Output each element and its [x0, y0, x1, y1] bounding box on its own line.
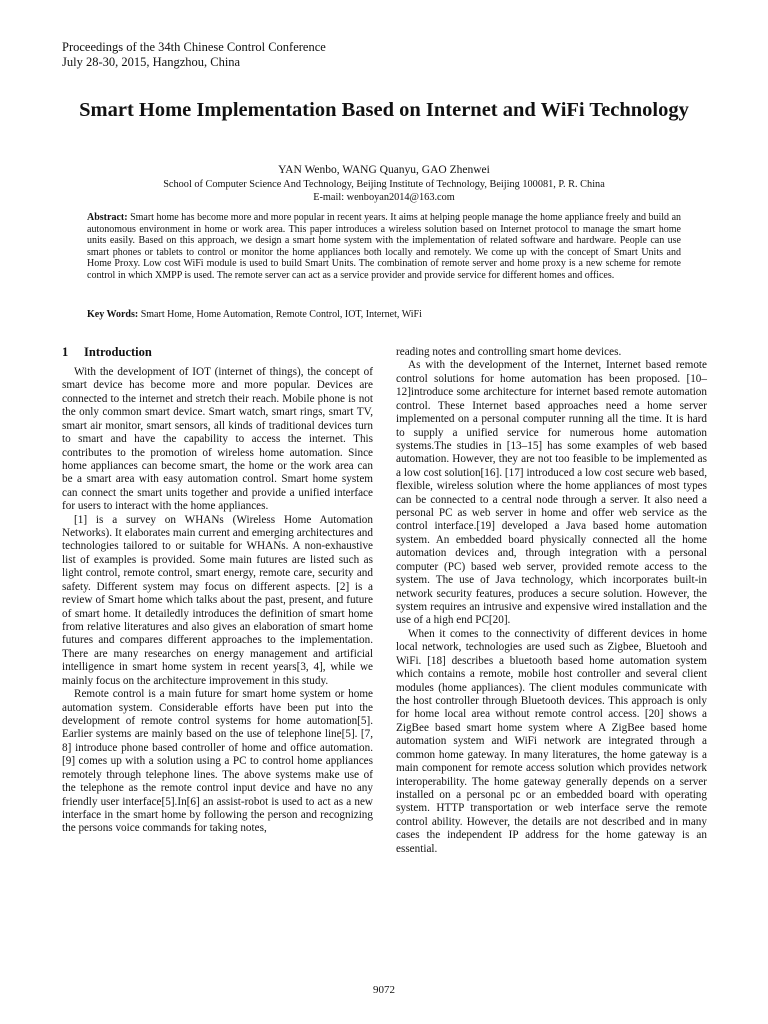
paragraph: Remote control is a main future for smart home system or home automation system. Considerable efforts have been put into the development of remote control systems for home automation[5]. Earlier systems are mainly based on the use of telephone line[5]. [7, 8] introduce phone based controller of home and office automation. [9] comes up with a solution using a PC to control home appliances remotely through telephone lines. The above systems make use of the telephone as the remote control input device and have no any friendly user interface[5].In[6] an assist-robot is used to act as a new interface in the smart home by following the person and recognizing the persons voice commands for taking notes, — [62, 688, 373, 835]
page-number: 9072 — [373, 984, 395, 996]
section-title: Introduction — [84, 345, 152, 359]
authors: YAN Wenbo, WANG Quanyu, GAO Zhenwei — [278, 164, 490, 176]
keywords-text: Smart Home, Home Automation, Remote Control, IOT, Internet, WiFi — [140, 309, 422, 320]
abstract-label: Abstract: — [87, 212, 128, 223]
abstract-text: Smart home has become more and more popular in recent years. It aims at helping people manage the home appliance freely and build an autonomous environment in home or work area. This paper introduces a wireless solution based on Internet protocol to manage the smart home units easily. Based on this approach, we design a smart home system with the implementation of related software and hardware. People can use smart phones or tablets to control or monitor the home appliances both locally and remotely. We come up with the concept of Smart Units and Home Proxy. Low cost WiFi module is used to build Smart Units. The combination of remote server and home proxy is a new scheme for remote control in which XMPP is used. The remote server can act as a service provider and provide service for different homes and offices. — [87, 212, 682, 281]
conference-date-location: July 28-30, 2015, Hangzhou, China — [62, 55, 241, 69]
conference-header — [62, 40, 326, 70]
paragraph: When it comes to the connectivity of different devices in home local network, technologies are used such as Zigbee, Bluetooh and WiFi. [18] describes a bluetooth based home automation system which contains a remote, mobile host controller and several client modules (home appliances). The client modules communicate with the host controller through Bluetooth devices. This approach is only for home local area without remote control access. [20] shows a ZigBee based smart home system where A ZigBee based home automation system and WiFi network are integrated through a common home gateway. In many literatures, the home gateway is a main component for remote access solution which provides network interoperability. The home gateway generally depends on a server installed on a personal pc or an embedded board with operating system. HTTP transportation or web interface serve the remote control ability. However, the details are not described and in many cases the independent IP address for the home gateway is an essential. — [396, 627, 707, 855]
paper-title: Smart Home Implementation Based on Internet and WiFi Technology — [79, 99, 689, 121]
right-column — [396, 346, 707, 856]
affiliation: School of Computer Science And Technology, Beijing Institute of Technology, Beijing 100081, P. R. China — [163, 179, 605, 190]
abstract — [87, 212, 681, 282]
left-column — [62, 344, 373, 836]
section-number: 1 — [62, 345, 69, 359]
email: E-mail: wenboyan2014@163.com — [313, 191, 455, 203]
section-heading — [62, 344, 373, 360]
keywords — [87, 309, 681, 321]
keywords-label: Key Words: — [87, 309, 139, 320]
paragraph: With the development of IOT (internet of things), the concept of smart device has become more and more popular. Devices are connected to the internet and stretch their reach. Mobile phone is not the only common smart device. Smart watch, smart rings, smart TV, smart air monitor, smart sensors, all kinds of traditional devices turn to smart and have the capability to access the internet. This contributes to the promotion of wireless home automation. Since home appliances can become smart, the home or the work area can be a smart area with easy automation control. Smart home system can connect the smart units together and provide a unified interface for users to interact with the home appliances. — [62, 366, 373, 513]
conference-name: Proceedings of the 34th Chinese Control Conference — [62, 40, 326, 54]
affiliation-block — [60, 179, 708, 204]
paragraph: As with the development of the Internet, Internet based remote control solutions for home automation has been proposed. [10–12]introduce some architecture for internet based remote automation control. These Internet based approaches need a home server implemented on a personal computer running all the time. It is hard to supply a unified service for numerous home automation systems.The studies in [13–15] has some examples of web based automation. However, they are not too feasible to be implemented as a low cost solution[16]. [17] introduced a low cost secure web based, flexible, wireless solution where the home appliances of most types can be connected to a central node through a server. It also need a personal PC as web server in home and offer web service as the control interface.[19] developed a Java based home automation system. An embedded board physically connected all the home automation devices and, through integration with a personal computer (PC) based web server, provided remote access to the system. The use of Java technology, which incorporates built-in network security features, produces a secure solution. However, the system requires an intrusive and expensive wired installation and the use of a high end PC[20]. — [396, 359, 707, 627]
paragraph: [1] is a survey on WHANs (Wireless Home Automation Networks). It elaborates main current and emerging architectures and technologies tailored to or suitable for WHANs. A non-exhaustive list of examples is provided. Some main futures are listed such as light control, remote control, smart energy, remote care, security and safety. Different system may focus on different aspects. [2] is a review of Smart home which talks about the past, present, and future of smart home. It detailedly introduces the definition of smart home from relative literatures and also gives an elaboration of smart home futures and compares different approaches to the implementation. There are many researches on energy management and artificial intelligence in smart home system in recent years[3, 4], while we mainly focus on the architecture improvement in this study. — [62, 513, 373, 687]
paragraph-continued: reading notes and controlling smart home devices. — [396, 346, 622, 358]
